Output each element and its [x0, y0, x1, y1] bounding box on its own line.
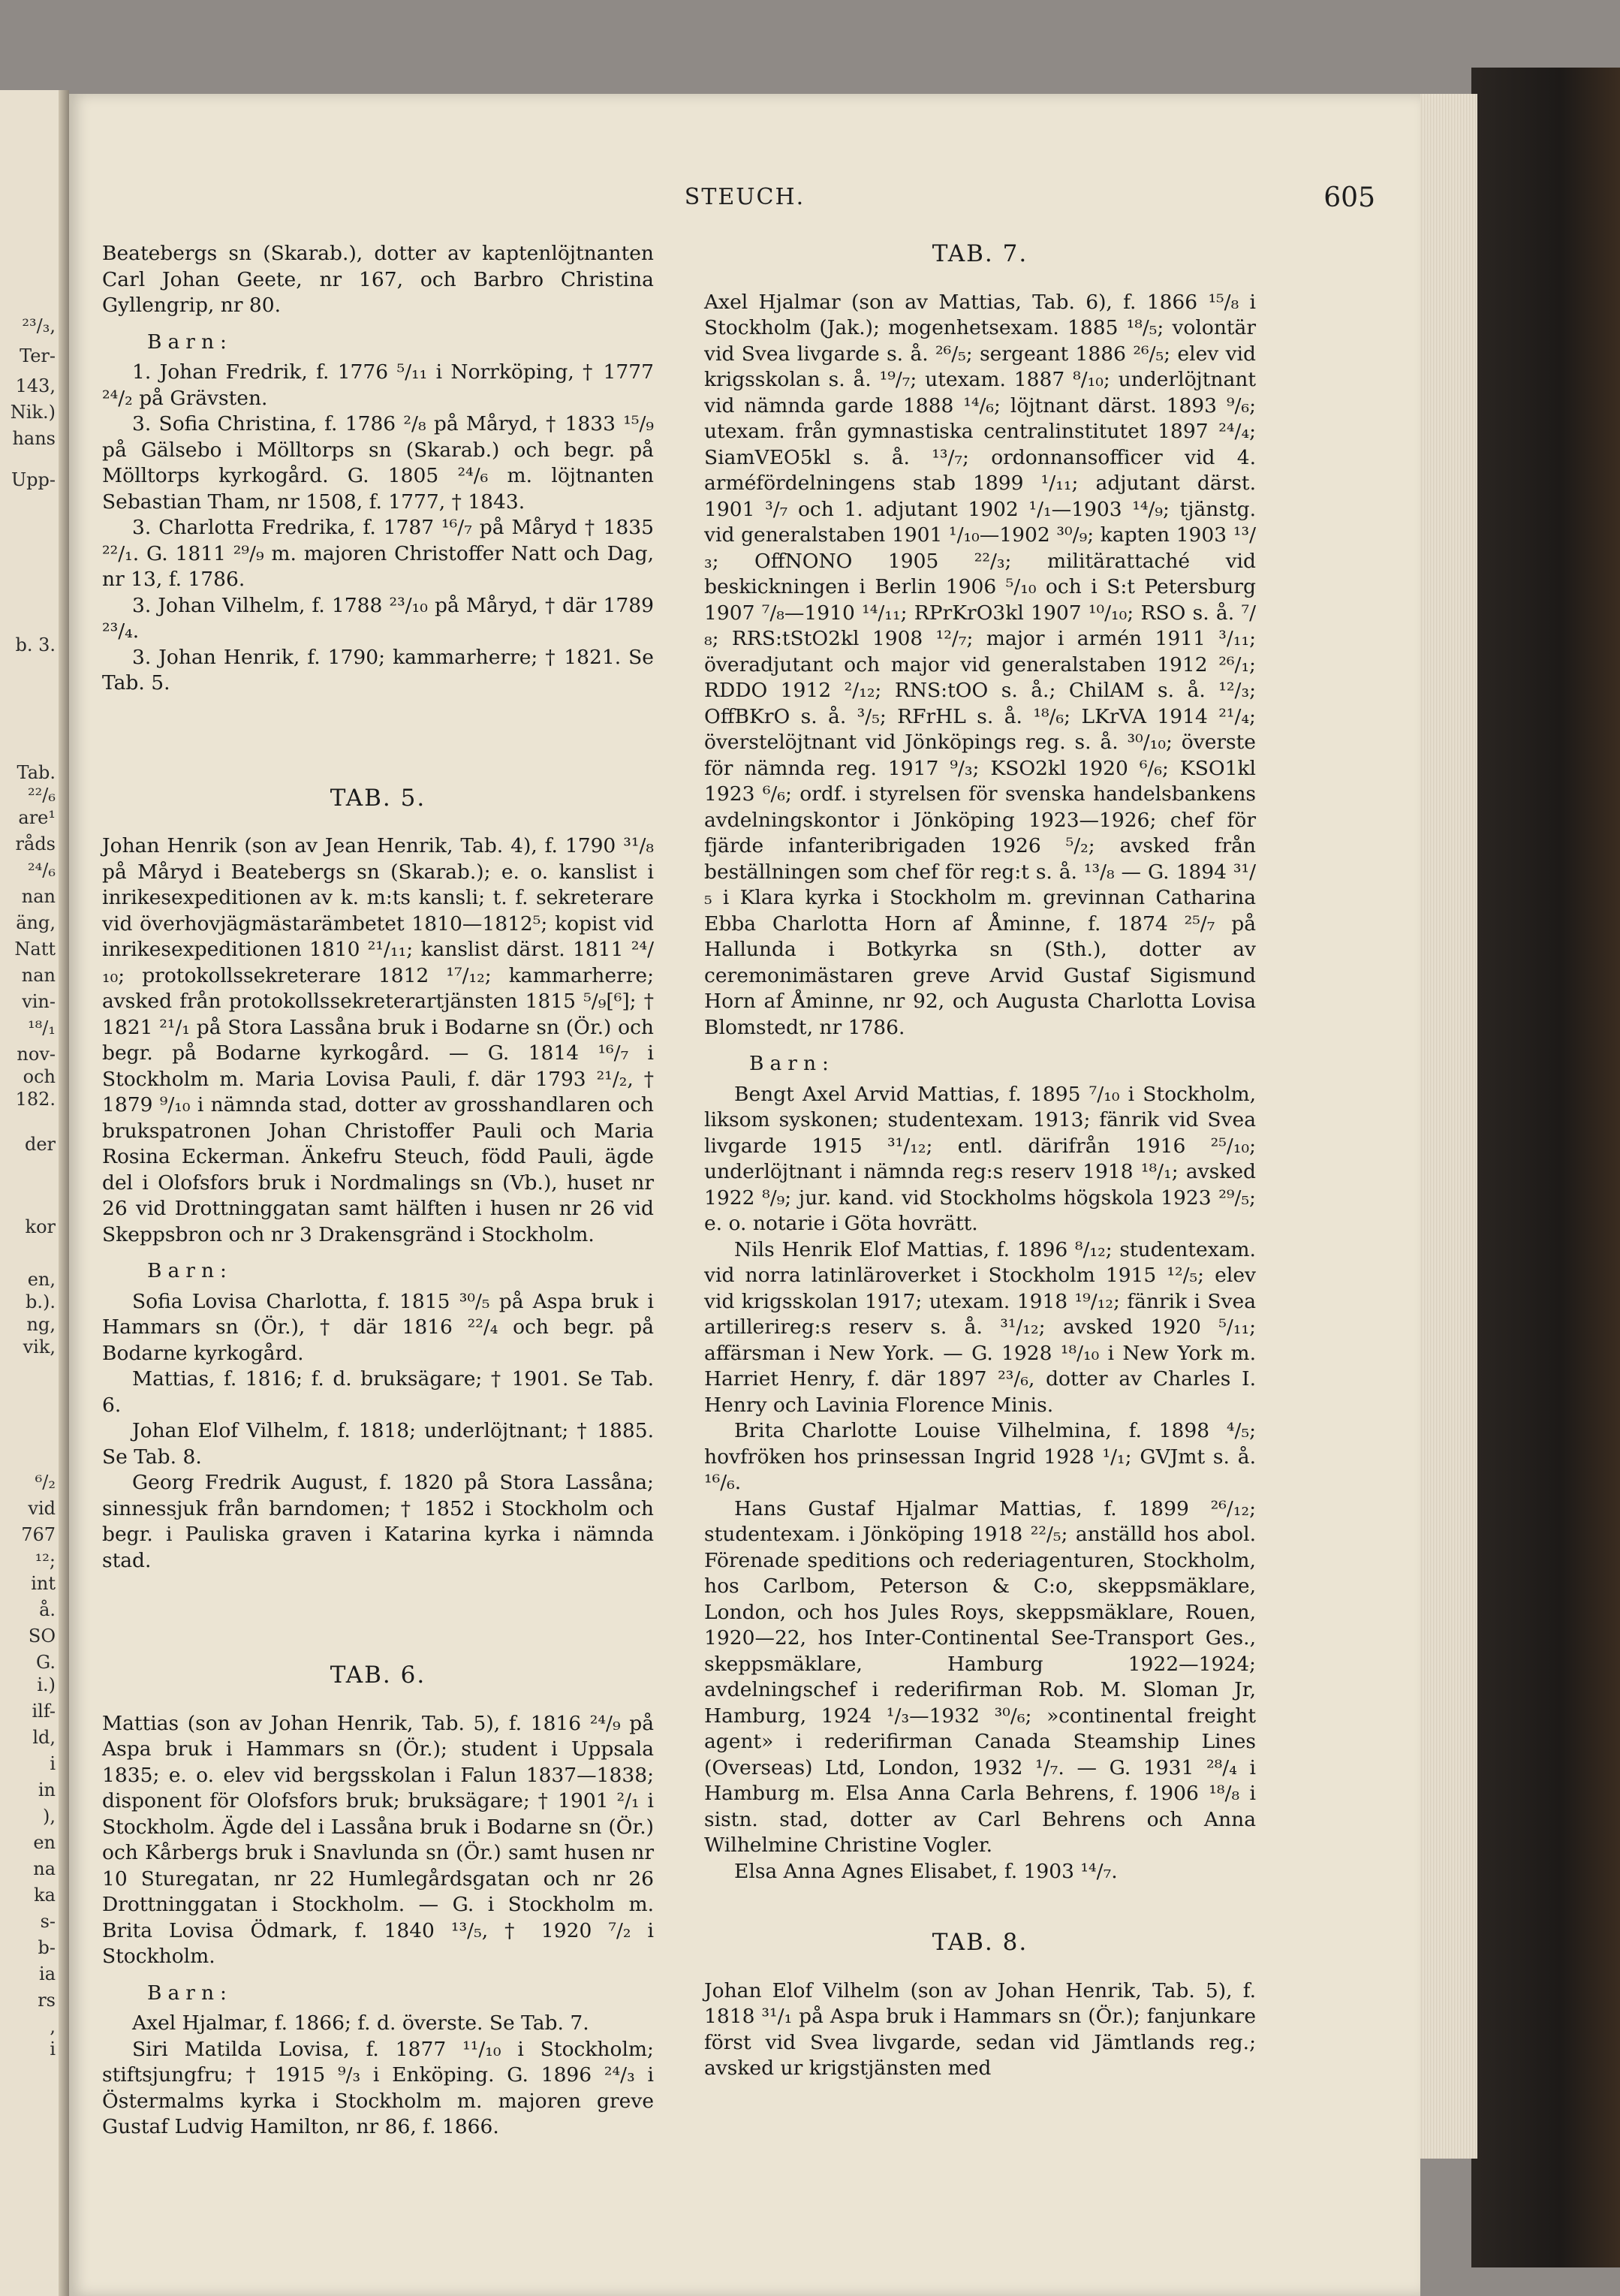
margin-fragment: in	[38, 1779, 56, 1800]
entry-paragraph: Johan Henrik (son av Jean Henrik, Tab. 4), f. 1790 ³¹/₈ på Måryd i Beatebergs sn (Skarab.); e. o. kanslist i inrikesexpeditionen av k. m:ts kansli; t. f. sekreterare vid överhovjägmästarämbetet 1810—1812⁵; kopist vid inrikesexpeditionen 1810 ²¹/₁₁; kanslist därst. 1811 ²⁴/₁₀; protokollssekreterare 1812 ¹⁷/₁₂; kammarherre; avsked från protokollssekreterartjänsten 1815 ⁵/₉[⁶]; † 1821 ²¹/₁ på Stora Lassåna bruk i Bodarne sn (Ör.) och begr. på Bodarne kyrkogård. — G. 1814 ¹⁶/₇ i Stockholm m. Maria Lovisa Pauli, f. där 1793 ²¹/₂, † 1879 ⁹/₁₀ i nämnda stad, dotter av grosshandlaren och brukspatronen Johan Christoffer Pauli och Maria Rosina Eckerman. Änkefru Steuch, född Pauli, ägde del i Olofsfors bruk i Nordmalings sn (Vb.), huset nr 26 vid Drottninggatan samt hälften i husen nr 26 vid Skeppsbron och nr 3 Drakensgränd i Stockholm.	[102, 834, 654, 1246]
entry-paragraph: 3. Sofia Christina, f. 1786 ²/₈ på Måryd, † 1833 ¹⁵/₉ på Gälsebo i Mölltorps sn (Skarab.) och begr. på Mölltorps kyrkogård. G. 1805 ²⁴/₆ m. löjtnanten Sebastian Tham, nr 1508, f. 1777, † 1843.	[102, 412, 654, 514]
entry-paragraph: Bengt Axel Arvid Mattias, f. 1895 ⁷/₁₀ i Stockholm, liksom syskonen; studentexam. 1913; fänrik vid Svea livgarde 1915 ³¹/₁₂; entl. därifrån 1916 ²⁵/₁₀; underlöjtnant i nämnda reg:s reserv 1918 ¹⁸/₁; avsked 1922 ⁸/₉; jur. kand. vid Stockholms högskola 1923 ²⁹/₅; e. o. notarie i Göta hovrätt.	[704, 1082, 1256, 1235]
margin-fragment: i	[50, 2038, 56, 2059]
entry-paragraph: 3. Johan Henrik, f. 1790; kammarherre; † 1821. Se Tab. 5.	[102, 645, 654, 695]
margin-fragment: ²²/₆	[28, 785, 56, 806]
margin-fragment: och	[23, 1066, 56, 1087]
page-fore-edge	[1417, 94, 1477, 2159]
entry-paragraph: Hans Gustaf Hjalmar Mattias, f. 1899 ²⁶/₁₂; studentexam. i Jönköping 1918 ²²/₅; anställd hos abol. Förenade speditions och rederiagenturen, Stockholm, hos Carlbom, Peterson & C:o, skeppsmäklare, London, och hos Jules Roys, skeppsmäklare, Rouen, 1920—22, hos Inter-Continental See-Transport Ges., skeppsmäklare, Hamburg 1922—1924; avdelningschef i rederifirman Rob. M. Sloman Jr, Hamburg, 1924 ¹/₃—1932 ³⁰/₆; »continental freight agent» i rederifirman Canada Steamship Lines (Overseas) Ltd, London, 1932 ¹/₇. — G. 1931 ²⁸/₄ i Hamburg m. Elsa Anna Carla Behrens, f. 1906 ¹⁸/₈ i sistn. stad, dotter av Carl Behrens och Anna Wilhelmine Christine Vogler.	[704, 1496, 1256, 1857]
margin-fragment: nov-	[17, 1044, 56, 1065]
margin-fragment: ²³/₃,	[22, 315, 56, 336]
table-heading: TAB. 5.	[330, 784, 426, 812]
margin-fragment: s-	[40, 1911, 56, 1932]
margin-fragment: ¹²;	[35, 1550, 56, 1571]
children-label: Barn:	[147, 330, 233, 354]
entry-paragraph: 3. Johan Vilhelm, f. 1788 ²³/₁₀ på Måryd, † där 1789 ²³/₄.	[102, 593, 654, 643]
entry-paragraph: Johan Elof Vilhelm (son av Johan Henrik, Tab. 5), f. 1818 ³¹/₁ på Aspa bruk i Hammars sn (Ör.); fanjunkare först vid Svea livgarde, sedan vid Jämtlands reg.; avsked ur krigstjänsten med	[704, 1978, 1256, 2080]
margin-fragment: are¹	[18, 807, 56, 828]
entry-paragraph: Johan Elof Vilhelm, f. 1818; underlöjtnant; † 1885. Se Tab. 8.	[102, 1419, 654, 1469]
margin-fragment: 182.	[15, 1089, 56, 1110]
margin-fragment: en	[33, 1832, 56, 1853]
margin-fragment: ilf-	[32, 1701, 56, 1722]
running-head: STEUCH.	[684, 184, 805, 210]
book-page	[69, 94, 1420, 2296]
entry-paragraph: Axel Hjalmar (son av Mattias, Tab. 6), f. 1866 ¹⁵/₈ i Stockholm (Jak.); mogenhetsexam. 1885 ¹⁸/₅; volontär vid Svea livgarde s. å. ²⁶/₅; sergeant 1886 ²⁶/₅; elev vid krigsskolan s. å. ¹⁹/₇; utexam. 1887 ⁸/₁₀; underlöjtnant vid nämnda garde 1888 ¹⁴/₆; löjtnant därst. 1893 ⁹/₆; utexam. från gymnastiska centralinstitutet 1897 ²⁴/₄; SiamVEO5kl s. å. ¹³/₇; ordonnansofficer vid 4. arméfördelningens stab 1899 ¹/₁₁; adjutant därst. 1901 ³/₇ och 1. adjutant 1902 ¹/₁—1903 ¹⁴/₉; tjänstg. vid generalstaben 1901 ¹/₁₀—1902 ³⁰/₉; kapten 1903 ¹³/₃; OffNONO 1905 ²²/₃; militärattaché vid beskickningen i Berlin 1906 ⁵/₁₀ och i S:t Petersburg 1907 ⁷/₈—1910 ¹⁴/₁₁; RPrKrO3kl 1907 ¹⁰/₁₀; RSO s. å. ⁷/₈; RRS:tStO2kl 1908 ¹²/₇; major i armén 1911 ³/₁₁; överadjutant och major vid generalstaben 1912 ²⁶/₁; RDDO 1912 ²/₁₂; RNS:tOO s. å.; ChilAM s. å. ¹²/₃; OffBKrO s. å. ³/₅; RFrHL s. å. ¹⁸/₆; LKrVA 1914 ²¹/₄; överstelöjtnant vid Jönköpings reg. s. å. ³⁰/₁₀; överste för nämnda reg. 1917 ⁹/₃; KSO2kl 1920 ⁶/₆; KSO1kl 1923 ⁶/₆; ordf. i styrelsen för svenska handelsbankens avdelningskontor i Jönköping 1923—1926; chef för fjärde infanteribrigaden 1926 ⁵/₂; avsked från beställningen som chef för reg:t s. å. ¹³/₈ — G. 1894 ³¹/₅ i Klara kyrka i Stockholm m. grevinnan Catharina Ebba Charlotta Horn af Åminne, f. 1874 ²⁵/₇ på Hallunda i Botkyrka sn (Sth.), dotter av ceremonimästaren greve Arvid Gustaf Sigismund Horn af Åminne, nr 92, och Augusta Charlotta Lovisa Blomstedt, nr 1786.	[704, 290, 1256, 1039]
margin-fragment: en,	[27, 1269, 56, 1290]
entry-paragraph: Elsa Anna Agnes Elisabet, f. 1903 ¹⁴/₇.	[734, 1859, 1118, 1883]
margin-fragment: nan	[21, 965, 56, 986]
margin-fragment: ²⁴/₆	[28, 860, 56, 881]
margin-fragment: vin-	[22, 991, 56, 1012]
right-column	[704, 241, 1256, 2082]
margin-fragment: b-	[38, 1937, 56, 1958]
margin-fragment: 767	[21, 1524, 56, 1545]
margin-fragment: vik,	[23, 1336, 56, 1357]
entry-paragraph: 1. Johan Fredrik, f. 1776 ⁵/₁₁ i Norrköping, † 1777 ²⁴/₂ på Grävsten.	[102, 360, 654, 410]
margin-fragment: G.	[36, 1652, 56, 1673]
margin-fragment: ld,	[32, 1727, 56, 1748]
margin-fragment: å.	[39, 1599, 56, 1620]
margin-fragment: ¹⁸/₁	[28, 1017, 56, 1038]
margin-fragment: b.).	[26, 1291, 56, 1312]
book-cover-edge	[1471, 68, 1620, 2267]
entry-paragraph: Mattias (son av Johan Henrik, Tab. 5), f. 1816 ²⁴/₉ på Aspa bruk i Hammars sn (Ör.); student i Uppsala 1835; e. o. elev vid bergsskolan i Falun 1837—1838; disponent för Olofsfors bruk; bruksägare; † 1901 ²/₁ i Stockholm. Ägde del i Lassåna bruk i Bodarne sn (Ör.) och Kårbergs bruk i Snavlunda sn (Ör.) samt husen nr 10 Sturegatan, nr 22 Humlegårdsgatan och nr 26 Drottninggatan i Stockholm. — G. i Stockholm m. Brita Lovisa Ödmark, f. 1840 ¹³/₅, † 1920 ⁷/₂ i Stockholm.	[102, 1711, 654, 1968]
margin-fragment: ,	[50, 2016, 56, 2037]
margin-fragment: 143,	[15, 375, 56, 396]
margin-fragment: na	[33, 1858, 56, 1879]
margin-fragment: ⁶/₂	[35, 1472, 56, 1493]
left-column	[102, 241, 654, 2141]
margin-fragment: ),	[43, 1806, 56, 1827]
children-label: Barn:	[147, 1981, 233, 2005]
margin-fragment: SO	[28, 1626, 56, 1647]
margin-fragment: råds	[15, 833, 56, 854]
margin-fragment: b. 3.	[15, 634, 56, 655]
page-number: 605	[1323, 182, 1375, 213]
table-heading: TAB. 8.	[932, 1929, 1028, 1956]
margin-fragment: vid	[28, 1498, 56, 1519]
margin-fragment: Tab.	[17, 762, 56, 783]
entry-paragraph: Georg Fredrik August, f. 1820 på Stora Lassåna; sinnessjuk från barndomen; † 1852 i Stockholm och begr. i Pauliska graven i Katarina kyrka i nämnda stad.	[102, 1471, 654, 1572]
margin-fragment: i	[50, 1753, 56, 1774]
margin-fragment: Ter-	[20, 345, 56, 366]
margin-fragment: ng,	[26, 1314, 56, 1335]
margin-fragment: nan	[21, 886, 56, 907]
margin-fragment: rs	[38, 1990, 56, 2011]
children-label: Barn:	[147, 1259, 233, 1282]
previous-page-fragment	[0, 90, 69, 2296]
entry-paragraph: Beatebergs sn (Skarab.), dotter av kaptenlöjtnanten Carl Johan Geete, nr 167, och Barbro Christina Gyllengrip, nr 80.	[102, 242, 654, 317]
margin-fragment: i.)	[37, 1674, 56, 1695]
margin-fragment: ia	[39, 1963, 56, 1984]
entry-paragraph: Axel Hjalmar, f. 1866; f. d. överste. Se Tab. 7.	[132, 2011, 589, 2035]
margin-fragment: Nik.)	[10, 402, 56, 423]
entry-paragraph: Sofia Lovisa Charlotta, f. 1815 ³⁰/₅ på Aspa bruk i Hammars sn (Ör.), † där 1816 ²²/₄ och begr. på Bodarne kyrkogård.	[102, 1289, 654, 1365]
margin-fragment: Natt	[14, 939, 56, 960]
entry-paragraph: Siri Matilda Lovisa, f. 1877 ¹¹/₁₀ i Stockholm; stiftsjungfru; † 1915 ⁹/₃ i Enköping. G. 1896 ²⁴/₃ i Östermalms kyrka i Stockholm m. majoren greve Gustaf Ludvig Hamilton, nr 86, f. 1866.	[102, 2037, 654, 2138]
margin-fragment: äng,	[16, 912, 56, 933]
margin-fragment: der	[24, 1134, 56, 1155]
table-heading: TAB. 7.	[932, 240, 1028, 267]
table-heading: TAB. 6.	[330, 1662, 426, 1689]
entry-paragraph: 3. Charlotta Fredrika, f. 1787 ¹⁶/₇ på Måryd † 1835 ²²/₁. G. 1811 ²⁹/₉ m. majoren Christoffer Natt och Dag, nr 13, f. 1786.	[102, 516, 654, 591]
margin-fragment: ka	[34, 1885, 56, 1906]
entry-paragraph: Brita Charlotte Louise Vilhelmina, f. 1898 ⁴/₅; hovfröken hos prinsessan Ingrid 1928 ¹/₁; GVJmt s. å. ¹⁶/₆.	[704, 1419, 1256, 1494]
margin-fragment: hans	[12, 428, 56, 449]
entry-paragraph: Nils Henrik Elof Mattias, f. 1896 ⁸/₁₂; studentexam. vid norra latinläroverket i Stockholm 1915 ¹²/₅; elev vid krigsskolan 1917; utexam. 1918 ¹⁹/₁₂; fänrik i Svea artillerireg:s reserv s. å. ³¹/₁₂; avsked 1920 ⁵/₁₁; affärsman i New York. — G. 1928 ¹⁸/₁₀ i New York m. Harriet Henry, f. där 1897 ²³/₆, dotter av Charles I. Henry och Lavinia Florence Minis.	[704, 1237, 1256, 1417]
margin-fragment: int	[31, 1573, 56, 1594]
children-label: Barn:	[749, 1052, 835, 1075]
entry-paragraph: Mattias, f. 1816; f. d. bruksägare; † 1901. Se Tab. 6.	[102, 1367, 654, 1417]
margin-fragment: kor	[25, 1216, 56, 1237]
margin-fragment: Upp-	[11, 469, 56, 490]
spine-shadow	[59, 90, 69, 2296]
